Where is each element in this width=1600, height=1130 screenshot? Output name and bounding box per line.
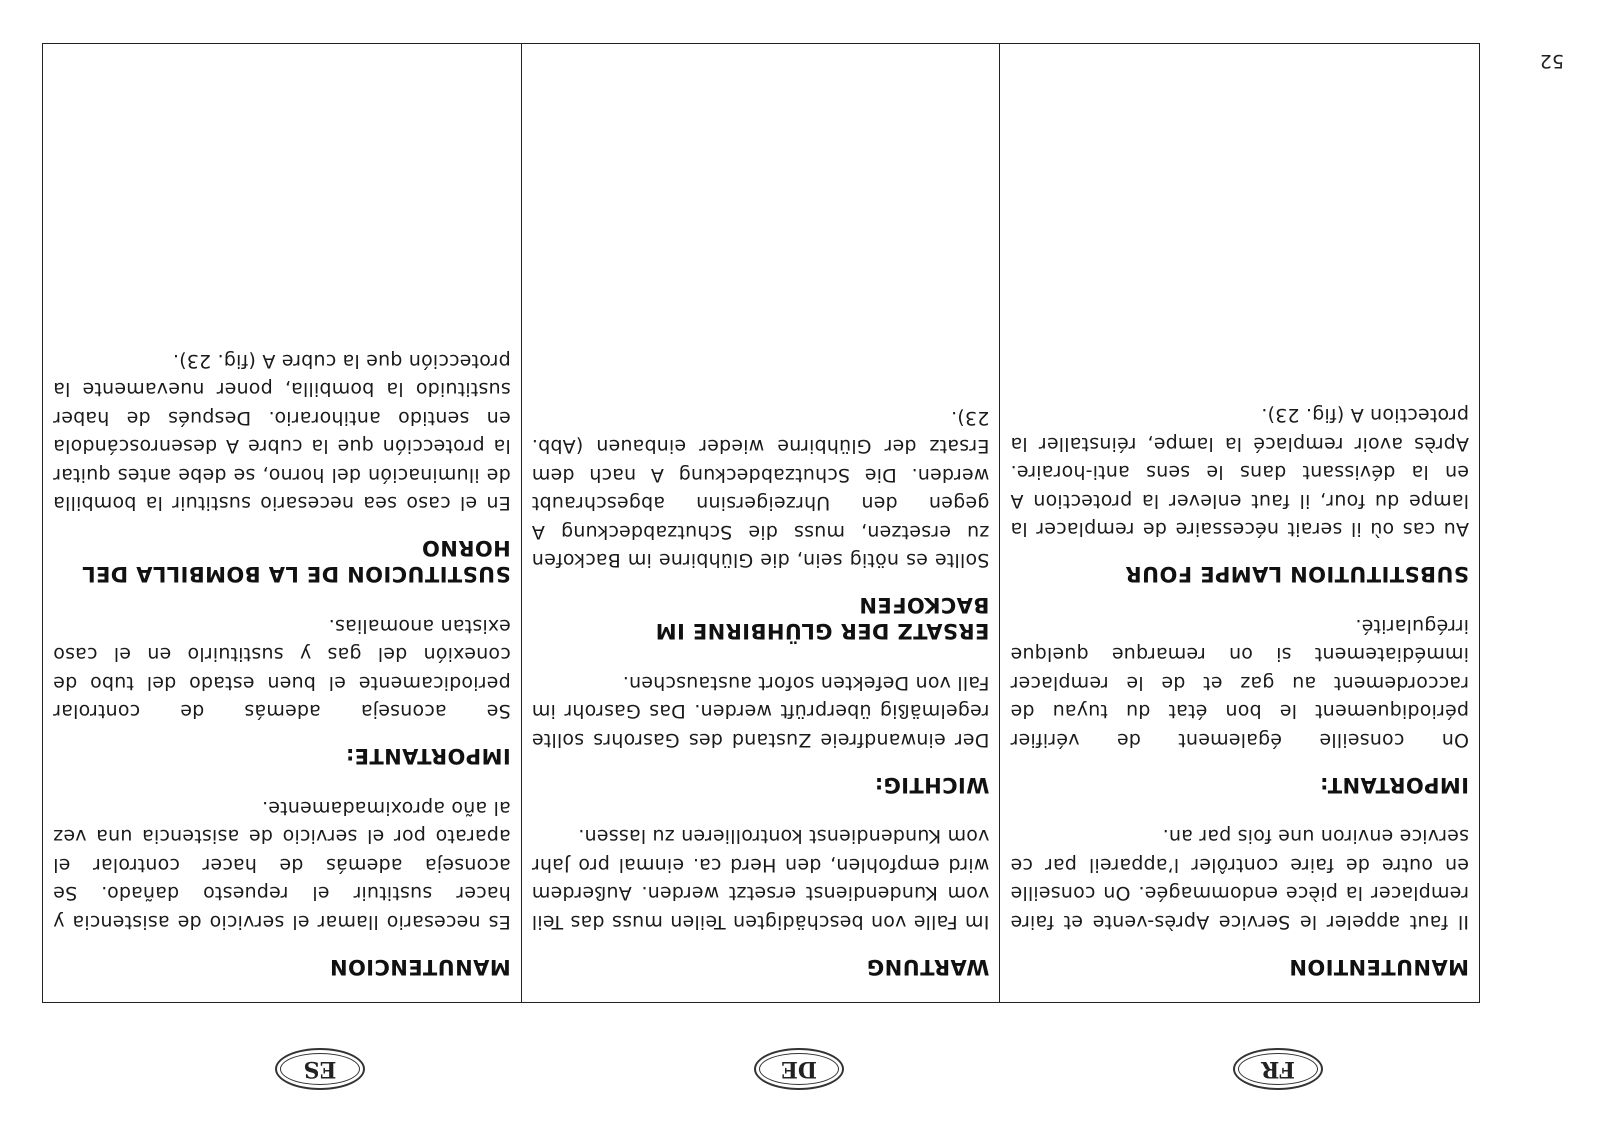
fr-paragraph-lamp: Au cas où il serait nécessaire de remplacer la lampe du four, il faut enlever la protection A en la dévissant dans le sens anti-horaire. Après avoir remplacé la lampe, réinstaller la protection A (fig. 23). <box>1010 404 1469 541</box>
es-heading-maintenance: MANUTENCION <box>329 955 511 979</box>
column-de <box>522 44 1001 1002</box>
es-paragraph-important: Se aconseja además de controlar periodicamente el buen estado del tubo de conexión del gas y sustituirlo en el caso existan anomalias. <box>53 615 511 723</box>
de-paragraph-maintenance: Im Falle von beschädigten Teilen muss das Teil vom Kundendienst ersetzt werden. Außerdem wird empfohlen, den Herd ca. einmal pro Jahr vom Kundendienst kontrollieren zu lassen. <box>531 825 990 933</box>
language-badge-es: ES <box>275 1048 365 1090</box>
language-badge-fr: FR <box>1233 1048 1323 1090</box>
page-number: 52 <box>1539 50 1564 72</box>
es-heading-important: IMPORTANTE: <box>345 744 511 769</box>
fr-heading-important: IMPORTANT: <box>1319 773 1469 797</box>
content-table <box>42 43 1480 1003</box>
es-paragraph-lamp: En el caso sea necesario sustituir la bombilla de iluminación del horno, se debe antes quitar la protección que la cubre A desenroscándola en sentido antihorario. Después de haber sustituido la bombilla, poner nuevamente la protección que la cubre A (fig. 23). <box>53 350 511 515</box>
fr-paragraph-maintenance: Il faut appeler le Service Après-vente et faire remplacer la pièce endommagée. On conseille en outre de faire contrôler l’appareil par ce service environ une fois par an. <box>1010 825 1469 933</box>
fr-heading-maintenance: MANUTENTION <box>1289 955 1469 979</box>
es-heading-lamp: SUSTITUCION DE LA BOMBILLA DEL HORNO <box>81 536 511 587</box>
es-paragraph-maintenance: Es necesario llamar el servicio de asistencia y hacer sustituir el repuesto dañado. Se aconseja además de hacer controlar el aparato por el servicio de asistencia una vez al año aproximadamente. <box>53 797 511 933</box>
de-paragraph-lamp: Sollte es nötig sein, die Glühbirne im Backofen zu ersetzen, muss die Schutzabdeckung A gegen den Uhrzeigersinn abgeschraubt werden. Die Schutzabdeckung A nach dem Ersatz der Glühbirne wieder einbauen (Abb. 23). <box>531 407 990 572</box>
de-heading-lamp: ERSATZ DER GLÜHBIRNE IM BACKOFEN <box>655 593 990 644</box>
fr-paragraph-important: On conseille également de vérifier périodiquement le bon état du tuyau de raccordement au gaz et de le remplacer immédiatement si on remarque quelque irrégularité. <box>1010 615 1469 751</box>
column-fr <box>1000 44 1479 1002</box>
column-es <box>43 44 522 1002</box>
fr-heading-lamp: SUBSTITUTION LAMPE FOUR <box>1125 562 1469 587</box>
language-badge-de: DE <box>754 1048 844 1090</box>
de-heading-important: WICHTIG: <box>874 773 990 797</box>
de-paragraph-important: Der einwandfreie Zustand des Gasrohrs sollte regelmäßig überprüft werden. Das Gasrohr im Fall von Defekten sofort austauschen. <box>531 672 990 751</box>
de-heading-maintenance: WARTUNG <box>866 955 990 979</box>
